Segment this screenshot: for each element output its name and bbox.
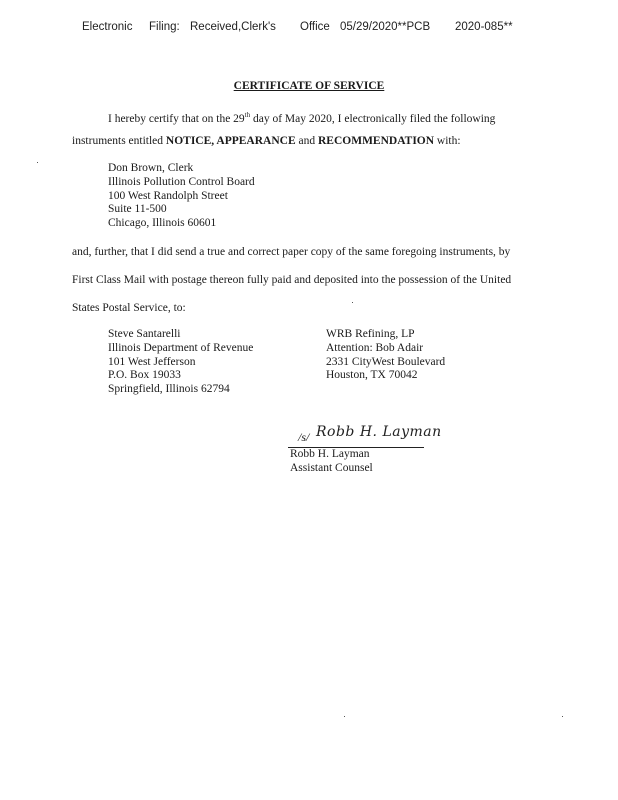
scan-speck bbox=[352, 302, 353, 303]
header-office: Office bbox=[300, 21, 330, 33]
address-line: Houston, TX 70042 bbox=[326, 369, 418, 382]
para1-line2-bold2: RECOMMENDATION bbox=[317, 135, 435, 147]
para1-line2-bold: NOTICE, APPEARANCE bbox=[165, 135, 296, 147]
address-line: Illinois Pollution Control Board bbox=[108, 175, 255, 188]
signature-block bbox=[290, 448, 373, 476]
address-line: 101 West Jefferson bbox=[108, 355, 196, 368]
para2-line2: First Class Mail with postage thereon fully paid and deposited into the possession of the United bbox=[72, 274, 512, 286]
para2-line3: States Postal Service, to: bbox=[72, 302, 186, 314]
signer-title: Assistant Counsel bbox=[290, 461, 373, 474]
para1-line1 bbox=[108, 108, 495, 126]
document-title: CERTIFICATE OF SERVICE bbox=[233, 80, 385, 92]
address-line: 100 West Randolph Street bbox=[108, 189, 228, 202]
address-line: Don Brown, Clerk bbox=[108, 162, 194, 174]
address-line: Suite 11-500 bbox=[108, 203, 167, 216]
address-line: Attention: Bob Adair bbox=[326, 341, 424, 354]
address-line: Chicago, Illinois 60601 bbox=[108, 217, 217, 230]
signer-name: Robb H. Layman bbox=[290, 448, 370, 460]
header-electronic: Electronic bbox=[82, 21, 133, 33]
para1-line2-and: and bbox=[295, 135, 318, 147]
para2-line1: and, further, that I did send a true and correct paper copy of the same foregoing instruments, by bbox=[72, 246, 511, 258]
scan-speck bbox=[344, 716, 345, 717]
address-line: P.O. Box 19033 bbox=[108, 369, 181, 382]
header-number: 2020-085** bbox=[455, 21, 513, 33]
para1-line2-post: with: bbox=[434, 135, 461, 147]
address-line: Steve Santarelli bbox=[108, 328, 181, 340]
address-line: WRB Refining, LP bbox=[326, 328, 415, 340]
para1-line1-post: day of May 2020, I electronically filed the following bbox=[250, 112, 496, 125]
signature-slash-s: /s/ bbox=[298, 430, 310, 444]
recipient-left bbox=[108, 328, 253, 397]
para1-line2 bbox=[72, 134, 461, 148]
para1-line1-pre: I hereby certify that on the 29 bbox=[108, 112, 245, 125]
header-date: 05/29/2020**PCB bbox=[340, 21, 431, 33]
address-line: Illinois Department of Revenue bbox=[108, 341, 254, 354]
address-line: 2331 CityWest Boulevard bbox=[326, 355, 446, 368]
header-received: Received,Clerk's bbox=[190, 21, 276, 33]
scan-speck bbox=[37, 162, 38, 163]
signature-script: Robb H. Layman bbox=[316, 424, 442, 440]
recipient-right bbox=[326, 328, 445, 383]
address-line: Springfield, Illinois 62794 bbox=[108, 383, 230, 396]
para1-line1-sup: th bbox=[244, 111, 251, 119]
scan-speck bbox=[562, 716, 563, 717]
para1-line2-pre: instruments entitled bbox=[72, 135, 166, 147]
clerk-address bbox=[108, 162, 255, 231]
header-filing: Filing: bbox=[149, 21, 180, 33]
